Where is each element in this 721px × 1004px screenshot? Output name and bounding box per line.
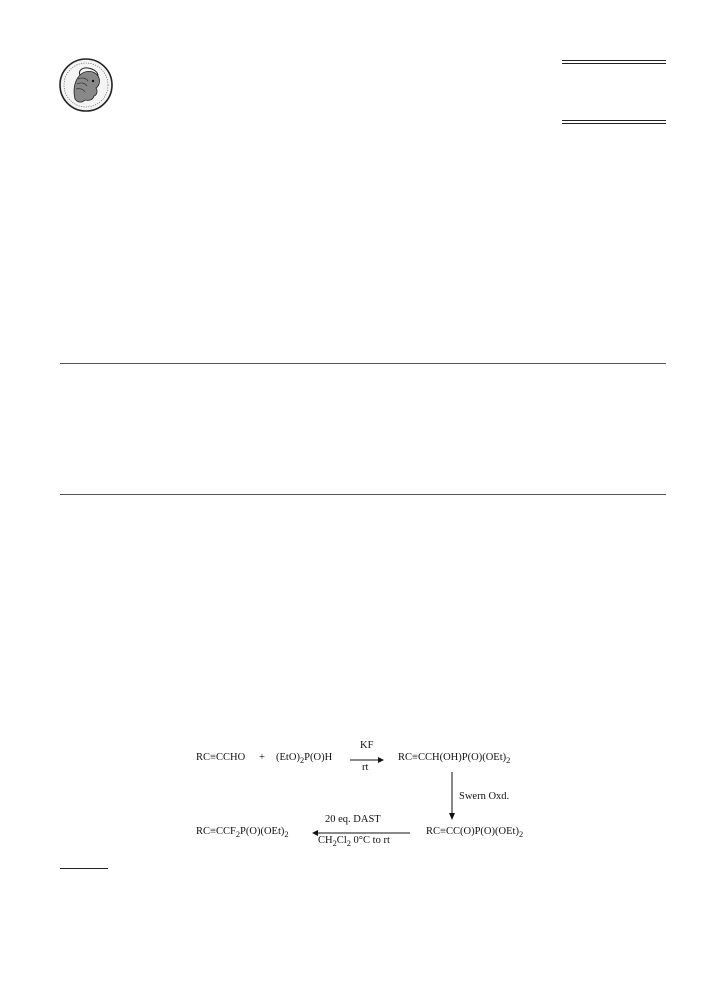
product-keto: $RC\equiv CC(O)P(O)(OEt)_2$ (426, 826, 524, 840)
plus-sign: + (259, 752, 265, 763)
abstract-rule-bottom (60, 494, 666, 495)
step1-condition: rt (362, 762, 369, 773)
reactant-aldehyde: RC≡CCHO (196, 752, 246, 763)
abstract-rule-top (60, 363, 666, 364)
step3-reagent: 20 eq. DAST (325, 814, 381, 825)
header-rule-bottom-1 (562, 120, 666, 121)
step1-reagent: KF (360, 740, 374, 751)
publisher-logo-seal (58, 57, 114, 113)
reaction-scheme (190, 736, 550, 854)
step2-reagent: Swern Oxd. (459, 791, 510, 802)
header-rule-bottom-2 (562, 123, 666, 124)
product-difluoro: $RC\equiv CCF_2P(O)(OEt)_2$ (196, 826, 289, 840)
header-rule-top-2 (562, 63, 666, 64)
header-rule-top-1 (562, 60, 666, 61)
step3-condition: $CH_2Cl_2$ 0°C to rt (318, 835, 390, 849)
product-hydroxy: $RC\equiv CCH(OH)P(O)(OEt)_2$ (398, 752, 511, 766)
step2-arrow (448, 772, 456, 820)
footnote-rule (60, 868, 108, 869)
reactant-phosphite: $(EtO)_2P(O)H$ (276, 752, 333, 766)
